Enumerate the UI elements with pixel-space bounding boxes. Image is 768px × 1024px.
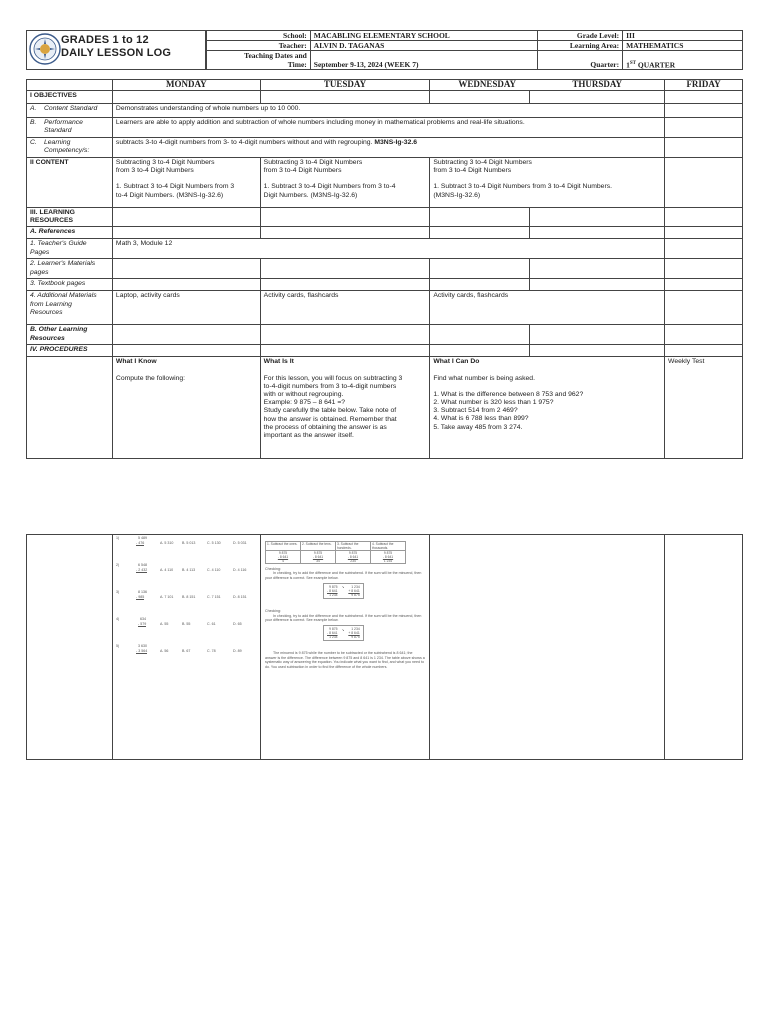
- arrow-icon: ↘: [341, 585, 345, 590]
- cell: [430, 91, 530, 104]
- cell: [112, 208, 260, 227]
- day-thursday: THURSDAY: [572, 79, 623, 89]
- additional-materials-row: [27, 291, 743, 325]
- content-standard-row: [27, 104, 743, 118]
- procedures-row: [27, 345, 743, 357]
- cell: [112, 259, 260, 279]
- quiz-item: [116, 563, 260, 590]
- quiz-choice: B. 8 151: [182, 595, 196, 599]
- competency-label: [27, 138, 113, 158]
- quiz-choice: B. 5 013: [182, 541, 196, 545]
- textbook-row: [27, 279, 743, 291]
- info-table: [206, 30, 743, 70]
- cell: [530, 208, 665, 227]
- lm-line-2: pages: [30, 268, 49, 276]
- step-header: 3. Subtract the hundreds.: [336, 542, 371, 551]
- cell: [530, 325, 665, 345]
- what-is-it-line: how the answer is obtained. Remember that: [263, 415, 397, 423]
- cell: [530, 259, 665, 279]
- dates-label: [207, 51, 311, 70]
- quiz-choice: A. 56: [160, 649, 169, 653]
- procedures-label: IV. PROCEDURES: [27, 345, 113, 357]
- cell: [260, 208, 430, 227]
- teacher-label: Teacher:: [207, 41, 311, 51]
- quiz-item: [116, 644, 260, 671]
- competency-row: [27, 138, 743, 158]
- arrow-icon: ↘: [341, 627, 345, 632]
- cell: [665, 325, 743, 345]
- additional-tuesday: Activity cards, flashcards: [260, 291, 430, 325]
- what-is-it-line: with or without regrouping.: [263, 391, 344, 399]
- quiz-subtrahend: - 3 564: [136, 649, 148, 653]
- quiz-subtrahend: - 476: [136, 541, 145, 545]
- other-resources-label: [27, 325, 113, 345]
- performance-line-1: Performance: [44, 119, 83, 126]
- cell: [260, 91, 430, 104]
- other-resources-row: [27, 325, 743, 345]
- objectives-row: [27, 91, 743, 104]
- learning-resources-label: [27, 208, 113, 227]
- other-line-1: B. Other Learning: [30, 326, 88, 334]
- teachers-guide-label: [27, 239, 113, 259]
- cell: [260, 279, 430, 291]
- cell: [665, 118, 743, 138]
- quiz-choice: B. 55: [182, 622, 191, 626]
- quiz-choice: C. 4 110: [207, 568, 221, 572]
- cell: [665, 158, 743, 208]
- quiz-choice: D. 89: [233, 649, 242, 653]
- step-header: 2. Subtract the tens.: [301, 542, 336, 551]
- step-cell: 9 875 - 8 641 234: [336, 551, 371, 564]
- what-is-it-line: For this lesson, you will focus on subtracting 3: [263, 374, 403, 382]
- cell: [530, 279, 665, 291]
- content-line: to-4 Digit Numbers. (M3NS-Ig-32.6): [115, 191, 224, 199]
- quiz-minuend: 5 489: [138, 536, 147, 540]
- quiz-choice: B. 67: [182, 649, 191, 653]
- quiz-number: 5): [116, 644, 120, 648]
- procedure-friday: Weekly Test: [665, 357, 743, 459]
- cell: [665, 259, 743, 279]
- additional-materials-label: [27, 291, 113, 325]
- what-i-can-do-title: What I Can Do: [433, 358, 480, 366]
- quiz-image: [116, 536, 260, 671]
- procedures-content-row: [27, 357, 743, 459]
- cell: [665, 291, 743, 325]
- what-i-know-text: Compute the following:: [115, 374, 186, 382]
- day-friday: FRIDAY: [665, 80, 743, 91]
- quiz-choice: D. 8 151: [233, 595, 247, 599]
- what-i-know-title: What I Know: [115, 358, 157, 366]
- content-line: Subtracting 3 to-4 Digit Numbers: [263, 159, 363, 166]
- content-line: Subtracting 3 to-4 Digit Numbers: [433, 159, 532, 166]
- step-header: 1. Subtract the ones.: [266, 542, 301, 551]
- content-row: [27, 158, 743, 208]
- quiz-number: 2): [116, 563, 120, 567]
- day-header-row: [27, 80, 743, 91]
- cell: [530, 227, 665, 239]
- quiz-item: [116, 617, 260, 644]
- cell: [260, 227, 430, 239]
- what-i-can-do-item: 2. What number is 320 less than 1 975?: [433, 399, 554, 407]
- content-wednesday: [430, 158, 665, 208]
- content-line: (M3NS-Ig-32.6): [433, 191, 481, 199]
- what-is-it-line: Example: 9 875 – 8 641 =?: [263, 399, 346, 407]
- cell: [112, 227, 260, 239]
- add-line-1: 4. Additional Materials: [30, 292, 97, 300]
- add-line-2: from Learning: [30, 300, 72, 308]
- quiz-item: [116, 536, 260, 563]
- quiz-item: [116, 590, 260, 617]
- quiz-subtrahend: - 579: [138, 622, 147, 626]
- cell: [665, 239, 743, 259]
- cell: [430, 325, 530, 345]
- school-label: School:: [207, 31, 311, 41]
- letter-b: B.: [30, 119, 37, 126]
- content-label: II CONTENT: [27, 158, 113, 208]
- quiz-choice: D. 5 031: [233, 541, 247, 545]
- cell: [530, 345, 665, 357]
- content-line: from 3 to-4 Digit Numbers: [263, 167, 342, 175]
- content-tuesday: [260, 158, 430, 208]
- content-line: Subtracting 3 to-4 Digit Numbers: [115, 159, 215, 166]
- learning-area-label: Learning Area:: [538, 41, 623, 51]
- cell: [665, 138, 743, 158]
- what-i-can-do-item: 1. What is the difference between 8 753 and 962?: [433, 390, 584, 398]
- day-tuesday: TUESDAY: [260, 80, 430, 91]
- quarter-label: Quarter:: [538, 51, 623, 70]
- school-value: MACABLING ELEMENTARY SCHOOL: [310, 31, 538, 41]
- what-i-can-do-item: 3. Subtract 514 from 2 469?: [433, 407, 518, 415]
- quiz-subtrahend: - 2 432: [136, 568, 148, 572]
- cell: [260, 325, 430, 345]
- competency-code: M3NS-Ig-32.6: [374, 139, 418, 146]
- procedure-tuesday: [260, 357, 430, 459]
- checking-label: Checking:: [265, 567, 281, 571]
- quiz-minuend: 3 630: [138, 644, 147, 648]
- quiz-choice: A. 4 110: [160, 568, 174, 572]
- cell: [260, 345, 430, 357]
- learners-materials-row: [27, 259, 743, 279]
- quiz-choice: A. 7 101: [160, 595, 174, 599]
- learning-area-value: MATHEMATICS: [623, 41, 743, 51]
- cell: [430, 208, 530, 227]
- header-title-box: [26, 30, 206, 70]
- checking-label-2: Checking:: [265, 609, 281, 614]
- quiz-number: 1): [116, 536, 120, 540]
- competency-text-body: subtracts 3-to 4-digit numbers from 3- to 4-digit numbers without and with regrouping.: [115, 139, 373, 146]
- dates-label-line-1: Teaching Dates and: [244, 51, 307, 60]
- quiz-choice: D. 4 116: [233, 568, 247, 572]
- competency-text: [112, 138, 664, 158]
- cell: [112, 345, 260, 357]
- day-wednesday: [430, 80, 665, 91]
- corner-cell: [27, 80, 113, 91]
- cell: [530, 91, 665, 104]
- cell: [665, 345, 743, 357]
- dates-value: September 9-13, 2024 (WEEK 7): [310, 51, 538, 70]
- cell: [430, 279, 530, 291]
- deped-seal-icon: [29, 33, 61, 65]
- quiz-number: 3): [116, 590, 120, 594]
- teachers-guide-value: Math 3, Module 12: [112, 239, 664, 259]
- quiz-choice: D. 65: [233, 622, 242, 626]
- additional-monday: Laptop, activity cards: [112, 291, 260, 325]
- cell: [27, 357, 113, 459]
- quiz-choice: A. 5 310: [160, 541, 174, 545]
- quiz-choice: C. 5 130: [207, 541, 221, 545]
- log-title: [61, 34, 171, 60]
- step-cell: 9 875 - 8 641 4: [266, 551, 301, 564]
- cell: [665, 104, 743, 118]
- resources-line-1: III. LEARNING: [30, 209, 75, 216]
- cell: [112, 279, 260, 291]
- cell: [665, 208, 743, 227]
- quarter-number: 1: [626, 60, 630, 69]
- quiz-minuend: 6 548: [138, 563, 147, 567]
- what-is-it-line: Study carefully the table below. Take note of: [263, 407, 397, 415]
- quiz-subtrahend: - 985: [136, 595, 145, 599]
- lesson-explanation-image: [263, 541, 427, 669]
- quarter-suffix: ST: [629, 60, 637, 66]
- dates-label-line-2: Time:: [287, 60, 307, 69]
- cell: [665, 535, 743, 760]
- explanation-paragraph: The minuend is 9 875 while the number to be subtracted or the subtrahend is 8 641; the answer is the difference. The difference between 9 875 and 8 641 is 1 234. The table above shows a systematic way of answering the equation. You indicate what you want to find, and what you need to do. You used subtraction in order to find the difference of the whole numbers.: [265, 651, 425, 669]
- cell: [430, 535, 665, 760]
- content-line: 1. Subtract 3 to-4 Digit Numbers from 3: [115, 183, 235, 191]
- cell: [430, 259, 530, 279]
- step-header: 4. Subtract the thousands.: [371, 542, 406, 551]
- quiz-minuend: 8 136: [138, 590, 147, 594]
- content-line: 1. Subtract 3 to-4 Digit Numbers from 3 to-4 Digit Numbers.: [433, 183, 613, 191]
- content-standard-label: [27, 104, 113, 118]
- cell: [665, 279, 743, 291]
- content-standard-text: Demonstrates understanding of whole numbers up to 10 000.: [112, 104, 664, 118]
- add-line-3: Resources: [30, 308, 63, 316]
- content-line: from 3 to-4 Digit Numbers: [115, 167, 194, 175]
- day-monday: MONDAY: [112, 80, 260, 91]
- textbook-label: 3. Textbook pages: [27, 279, 113, 291]
- checking-text-2: In checking, try to add the difference and the subtrahend. If the sum will be the minuend, then your difference is correct. See example below.: [265, 613, 422, 623]
- check-box-2: [323, 625, 427, 641]
- what-is-it-line: important as the answer itself.: [263, 432, 354, 440]
- cell: [260, 259, 430, 279]
- resources-line-2: RESOURCES: [30, 217, 74, 225]
- competency-line-1: Learning: [44, 139, 71, 146]
- quarter-value: [623, 51, 743, 70]
- content-standard-text-label: Content Standard: [44, 105, 98, 112]
- step-cell: 9 875 - 8 641 34: [301, 551, 336, 564]
- grade-level-value: III: [623, 31, 743, 41]
- performance-standard-text: Learners are able to apply addition and subtraction of whole numbers including money in mathematical problems and real-life situations.: [112, 118, 664, 138]
- content-monday: [112, 158, 260, 208]
- steps-table: [265, 541, 406, 564]
- procedure-wednesday: [430, 357, 665, 459]
- step-cell: 9 875 - 8 641 1 234: [371, 551, 406, 564]
- checking-text: In checking, try to add the difference and the subtrahend. If the sum will be the minuend, then your difference is correct. See example below.: [265, 571, 422, 580]
- teachers-guide-row: [27, 239, 743, 259]
- performance-standard-row: [27, 118, 743, 138]
- lm-line-1: 2. Learner's Materials: [30, 260, 96, 268]
- cell: [112, 91, 260, 104]
- check-box-inner: 9 875 - 8 641 1 234 ↘ 1 234 + 8 641 9 875: [323, 583, 364, 599]
- learners-materials-label: [27, 259, 113, 279]
- quiz-minuend: 634: [140, 617, 146, 621]
- what-i-can-do-intro: Find what number is being asked.: [433, 374, 535, 382]
- day-wednesday-label: WEDNESDAY: [458, 79, 517, 89]
- performance-standard-label: [27, 118, 113, 138]
- cell: [430, 345, 530, 357]
- performance-line-2: Standard: [44, 127, 72, 135]
- teacher-value: ALVIN D. TAGANAS: [310, 41, 538, 51]
- references-label: A. References: [27, 227, 113, 239]
- references-row: [27, 227, 743, 239]
- content-line: Digit Numbers. (M3NS-Ig-32.6): [263, 191, 358, 199]
- other-line-2: Resources: [30, 334, 65, 342]
- tg-line-1: 1. Teacher's Guide: [30, 240, 87, 248]
- letter-c: C.: [30, 139, 37, 146]
- what-i-can-do-item: 4. What is 6 788 less than 899?: [433, 415, 529, 423]
- quiz-choice: B. 4 113: [182, 568, 196, 572]
- tg-line-2: Pages: [30, 248, 50, 256]
- quiz-choice: C. 61: [207, 622, 216, 626]
- objectives-label: I OBJECTIVES: [27, 91, 113, 104]
- cell: [665, 227, 743, 239]
- title-line-2: DAILY LESSON LOG: [61, 47, 172, 59]
- content-line: 1. Subtract 3 to-4 Digit Numbers from 3 to-4: [263, 183, 396, 191]
- procedure-monday: [112, 357, 260, 459]
- letter-a: A.: [30, 105, 37, 112]
- quarter-text: QUARTER: [636, 60, 676, 69]
- check-box: [323, 583, 427, 599]
- cell: [27, 535, 113, 760]
- quiz-number: 4): [116, 617, 120, 621]
- cell: [112, 325, 260, 345]
- what-i-can-do-item: 5. Take away 485 from 3 274.: [433, 423, 523, 431]
- quiz-choice: C. 7 151: [207, 595, 221, 599]
- title-line-1: GRADES 1 to 12: [61, 34, 149, 46]
- quiz-choice: C. 78: [207, 649, 216, 653]
- check-box-inner: 9 875 - 8 641 1 234 ↘ 1 234 + 8 641 9 875: [323, 625, 364, 641]
- grade-level-label: Grade Level:: [538, 31, 623, 41]
- competency-line-2: Competency/s:: [44, 147, 90, 155]
- what-is-it-title: What Is It: [263, 358, 294, 366]
- learning-resources-row: [27, 208, 743, 227]
- additional-wednesday: Activity cards, flashcards: [430, 291, 665, 325]
- cell: [665, 91, 743, 104]
- quiz-choice: A. 55: [160, 622, 169, 626]
- content-line: from 3 to-4 Digit Numbers: [433, 167, 512, 175]
- cell: [430, 227, 530, 239]
- what-is-it-line: the process of obtaining the answer is as: [263, 423, 387, 431]
- lesson-table: [26, 79, 743, 459]
- what-is-it-line: to-4-digit numbers from 3 to-4-digit numbers: [263, 382, 397, 390]
